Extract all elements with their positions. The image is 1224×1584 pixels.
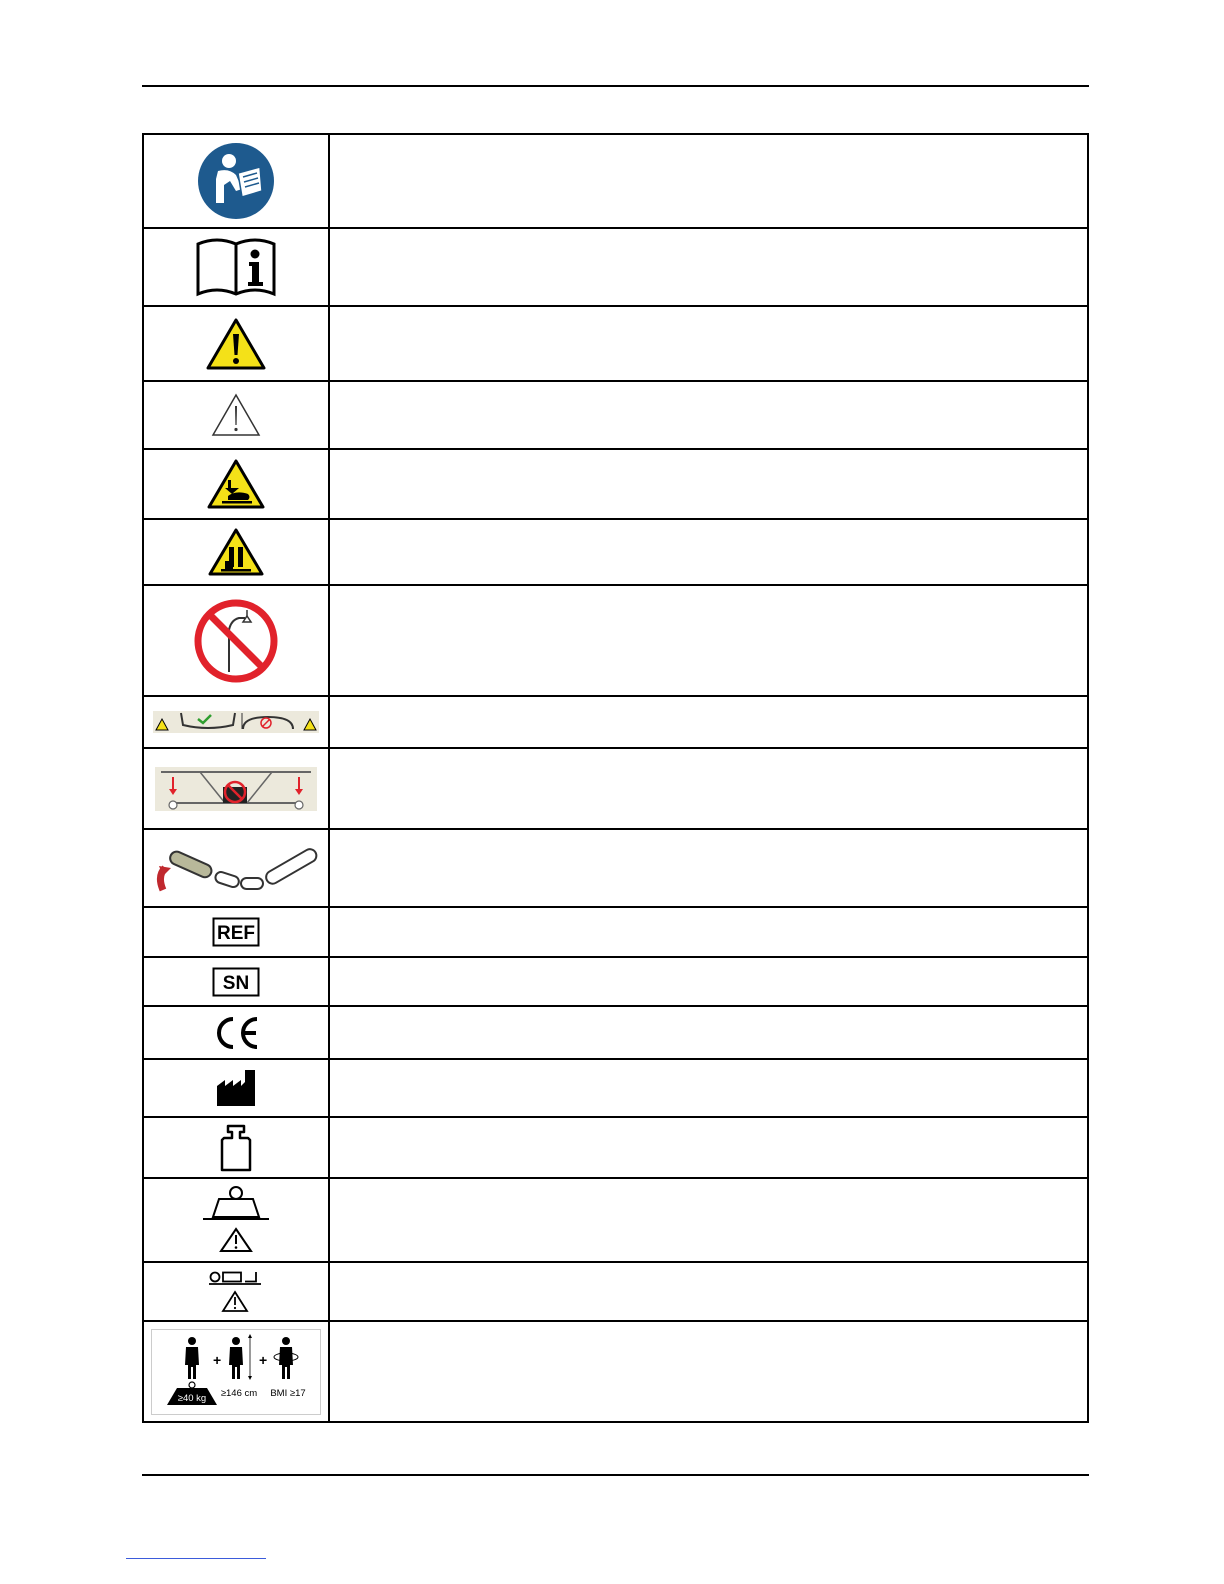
no-object-under-bed-icon	[155, 767, 317, 811]
mattress-positioning-icon	[151, 840, 321, 896]
symbol-cell	[143, 1117, 329, 1178]
table-row	[143, 449, 1088, 519]
description-cell	[329, 1262, 1088, 1321]
foot-crush-warning-icon	[207, 527, 265, 577]
table-row	[143, 134, 1088, 228]
sn-label: SN	[222, 972, 250, 994]
description-cell	[329, 957, 1088, 1006]
symbol-cell	[143, 381, 329, 449]
description-cell	[329, 519, 1088, 585]
ref-catalogue-icon	[212, 917, 260, 947]
symbol-cell	[143, 519, 329, 585]
min-weight-label: ≥40 kg	[177, 1392, 207, 1404]
symbol-cell	[143, 957, 329, 1006]
warning-yellow-icon	[205, 317, 267, 371]
description-cell	[329, 696, 1088, 748]
symbol-cell	[143, 134, 329, 228]
table-row	[143, 829, 1088, 907]
svg-text:+: +	[259, 1351, 268, 1368]
symbol-cell	[143, 748, 329, 829]
symbol-cell	[143, 306, 329, 381]
description-cell	[329, 585, 1088, 696]
header-rule	[142, 85, 1089, 87]
table-row	[143, 306, 1088, 381]
description-cell	[329, 306, 1088, 381]
table-row	[143, 1059, 1088, 1117]
table-row	[143, 748, 1088, 829]
side-rail-position-icon	[153, 711, 319, 733]
symbols-table	[142, 133, 1089, 1423]
table-row	[143, 381, 1088, 449]
caution-outline-icon	[210, 392, 262, 438]
table-row	[143, 1178, 1088, 1262]
table-row	[143, 519, 1088, 585]
symbol-cell	[143, 1006, 329, 1059]
table-row	[143, 1262, 1088, 1321]
description-cell	[329, 1117, 1088, 1178]
serial-number-icon	[212, 967, 260, 997]
table-row	[143, 228, 1088, 306]
symbol-cell	[143, 696, 329, 748]
description-cell	[329, 907, 1088, 957]
footer-link-underline[interactable]	[126, 1558, 266, 1559]
manufacturer-icon	[215, 1068, 257, 1108]
svg-text:+: +	[213, 1351, 222, 1368]
max-patient-weight-icon	[208, 1270, 264, 1314]
symbol-cell	[143, 1321, 329, 1422]
symbol-cell	[143, 585, 329, 696]
table-row	[143, 696, 1088, 748]
description-cell	[329, 1006, 1088, 1059]
description-cell	[329, 829, 1088, 907]
description-cell	[329, 381, 1088, 449]
ce-mark-icon	[211, 1015, 261, 1051]
description-cell	[329, 449, 1088, 519]
no-lifting-pole-icon	[191, 596, 281, 686]
symbol-cell	[143, 449, 329, 519]
ref-label: REF	[217, 923, 255, 944]
table-row	[143, 1321, 1088, 1422]
description-cell	[329, 1059, 1088, 1117]
description-cell	[329, 134, 1088, 228]
table-row	[143, 1117, 1088, 1178]
patient-criteria-icon	[151, 1329, 321, 1415]
safe-working-load-icon	[201, 1185, 271, 1255]
description-cell	[329, 228, 1088, 306]
symbol-cell	[143, 829, 329, 907]
weight-icon	[220, 1124, 252, 1172]
table-row	[143, 585, 1088, 696]
symbol-cell	[143, 1178, 329, 1262]
symbol-cell	[143, 228, 329, 306]
symbol-cell	[143, 1059, 329, 1117]
table-row	[143, 1006, 1088, 1059]
description-cell	[329, 1178, 1088, 1262]
bmi-label: BMI ≥17	[270, 1387, 306, 1399]
operating-instructions-info-icon	[195, 236, 277, 298]
table-row	[143, 907, 1088, 957]
min-height-label: ≥146 cm	[220, 1387, 258, 1399]
read-instructions-icon	[196, 141, 276, 221]
symbol-cell	[143, 1262, 329, 1321]
table-row	[143, 957, 1088, 1006]
footer-rule	[142, 1474, 1089, 1476]
description-cell	[329, 748, 1088, 829]
hand-crush-warning-icon	[206, 458, 266, 510]
symbol-cell	[143, 907, 329, 957]
description-cell	[329, 1321, 1088, 1422]
